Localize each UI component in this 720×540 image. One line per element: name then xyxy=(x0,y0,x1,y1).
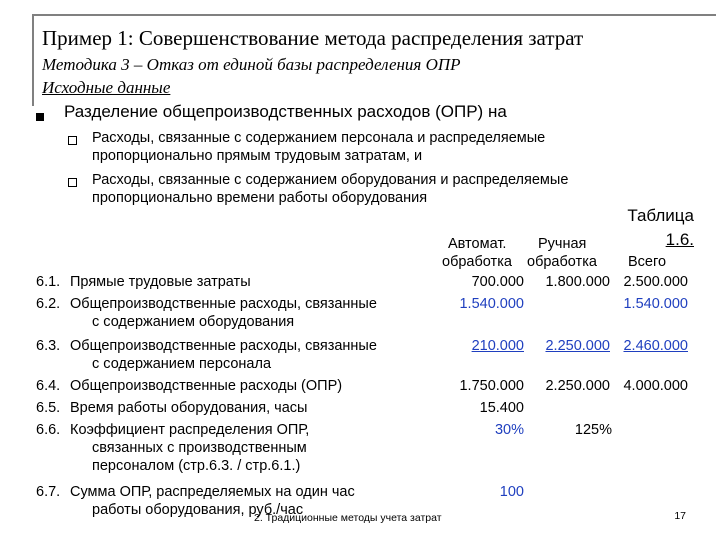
section-heading: Исходные данные xyxy=(42,78,171,97)
lead-text: Разделение общепроизводственных расходов (ОПР) на xyxy=(64,102,507,121)
row-value-auto: 210.000 xyxy=(471,338,524,354)
row-value-auto: 15.400 xyxy=(479,400,524,416)
row-value-total: 1.540.000 xyxy=(623,296,688,312)
row-value-total: 2.500.000 xyxy=(623,274,688,290)
slide-title: Пример 1: Совершенствование метода распределения затрат xyxy=(42,26,584,50)
header-auto: Автомат. xyxy=(448,236,507,252)
slide-subtitle: Методика 3 – Отказ от единой базы распределения ОПР xyxy=(42,55,461,74)
frame-left-line xyxy=(32,14,34,106)
square-bullet-icon xyxy=(36,113,44,121)
table-number: 1.6. xyxy=(665,230,694,249)
row-value-auto: 700.000 xyxy=(471,274,524,290)
frame-top-line xyxy=(32,14,716,16)
row-label: Общепроизводственные расходы, связанные xyxy=(70,338,377,354)
row-label: Время работы оборудования, часы xyxy=(70,400,308,416)
row-value-manual: 2.250.000 xyxy=(545,338,610,354)
row-value-auto: 1.540.000 xyxy=(459,296,524,312)
sub-item-1-line1: Расходы, связанные с содержанием персонала и распределяемые xyxy=(92,130,546,146)
footer-text: 2. Традиционные методы учета затрат xyxy=(254,512,442,524)
header-manual-line2: обработка xyxy=(527,254,597,270)
row-label: Сумма ОПР, распределяемых на один час xyxy=(70,484,355,500)
row-label-cont: работы оборудования, руб./час xyxy=(92,502,304,518)
row-number: 6.3. xyxy=(36,338,61,354)
row-label-cont: с содержанием персонала xyxy=(92,356,272,372)
row-label: Прямые трудовые затраты xyxy=(70,274,251,290)
sub-item-2-line2: пропорционально времени работы оборудования xyxy=(92,190,428,206)
hollow-square-bullet-icon xyxy=(68,178,77,187)
hollow-square-bullet-icon xyxy=(68,136,77,145)
row-value-auto: 1.750.000 xyxy=(459,378,524,394)
row-label-cont: персоналом (стр.6.3. / стр.6.1.) xyxy=(92,458,301,474)
header-total: Всего xyxy=(628,254,667,270)
table-caption: Таблица xyxy=(627,206,694,225)
header-manual: Ручная xyxy=(538,236,587,252)
row-value-auto: 30% xyxy=(494,422,524,438)
row-number: 6.2. xyxy=(36,296,61,312)
row-value-manual: 2.250.000 xyxy=(545,378,610,394)
row-value-manual: 1.800.000 xyxy=(545,274,610,290)
sub-item-2-line1: Расходы, связанные с содержанием оборудования и распределяемые xyxy=(92,172,569,188)
row-number: 6.7. xyxy=(36,484,61,500)
row-value-total: 4.000.000 xyxy=(623,378,688,394)
row-value-total: 2.460.000 xyxy=(623,338,688,354)
row-label-cont: с содержанием оборудования xyxy=(92,314,295,330)
row-value-manual: 125% xyxy=(574,422,612,438)
page-number: 17 xyxy=(674,510,686,522)
row-label: Общепроизводственные расходы (ОПР) xyxy=(70,378,343,394)
row-label-cont: связанных с производственным xyxy=(92,440,307,456)
row-label: Общепроизводственные расходы, связанные xyxy=(70,296,377,312)
row-number: 6.4. xyxy=(36,378,61,394)
sub-item-1-line2: пропорционально прямым трудовым затратам, и xyxy=(92,148,423,164)
row-label: Коэффициент распределения ОПР, xyxy=(70,422,310,438)
row-number: 6.6. xyxy=(36,422,61,438)
row-value-auto: 100 xyxy=(499,484,524,500)
row-number: 6.5. xyxy=(36,400,61,416)
row-number: 6.1. xyxy=(36,274,61,290)
header-auto-line2: обработка xyxy=(442,254,512,270)
